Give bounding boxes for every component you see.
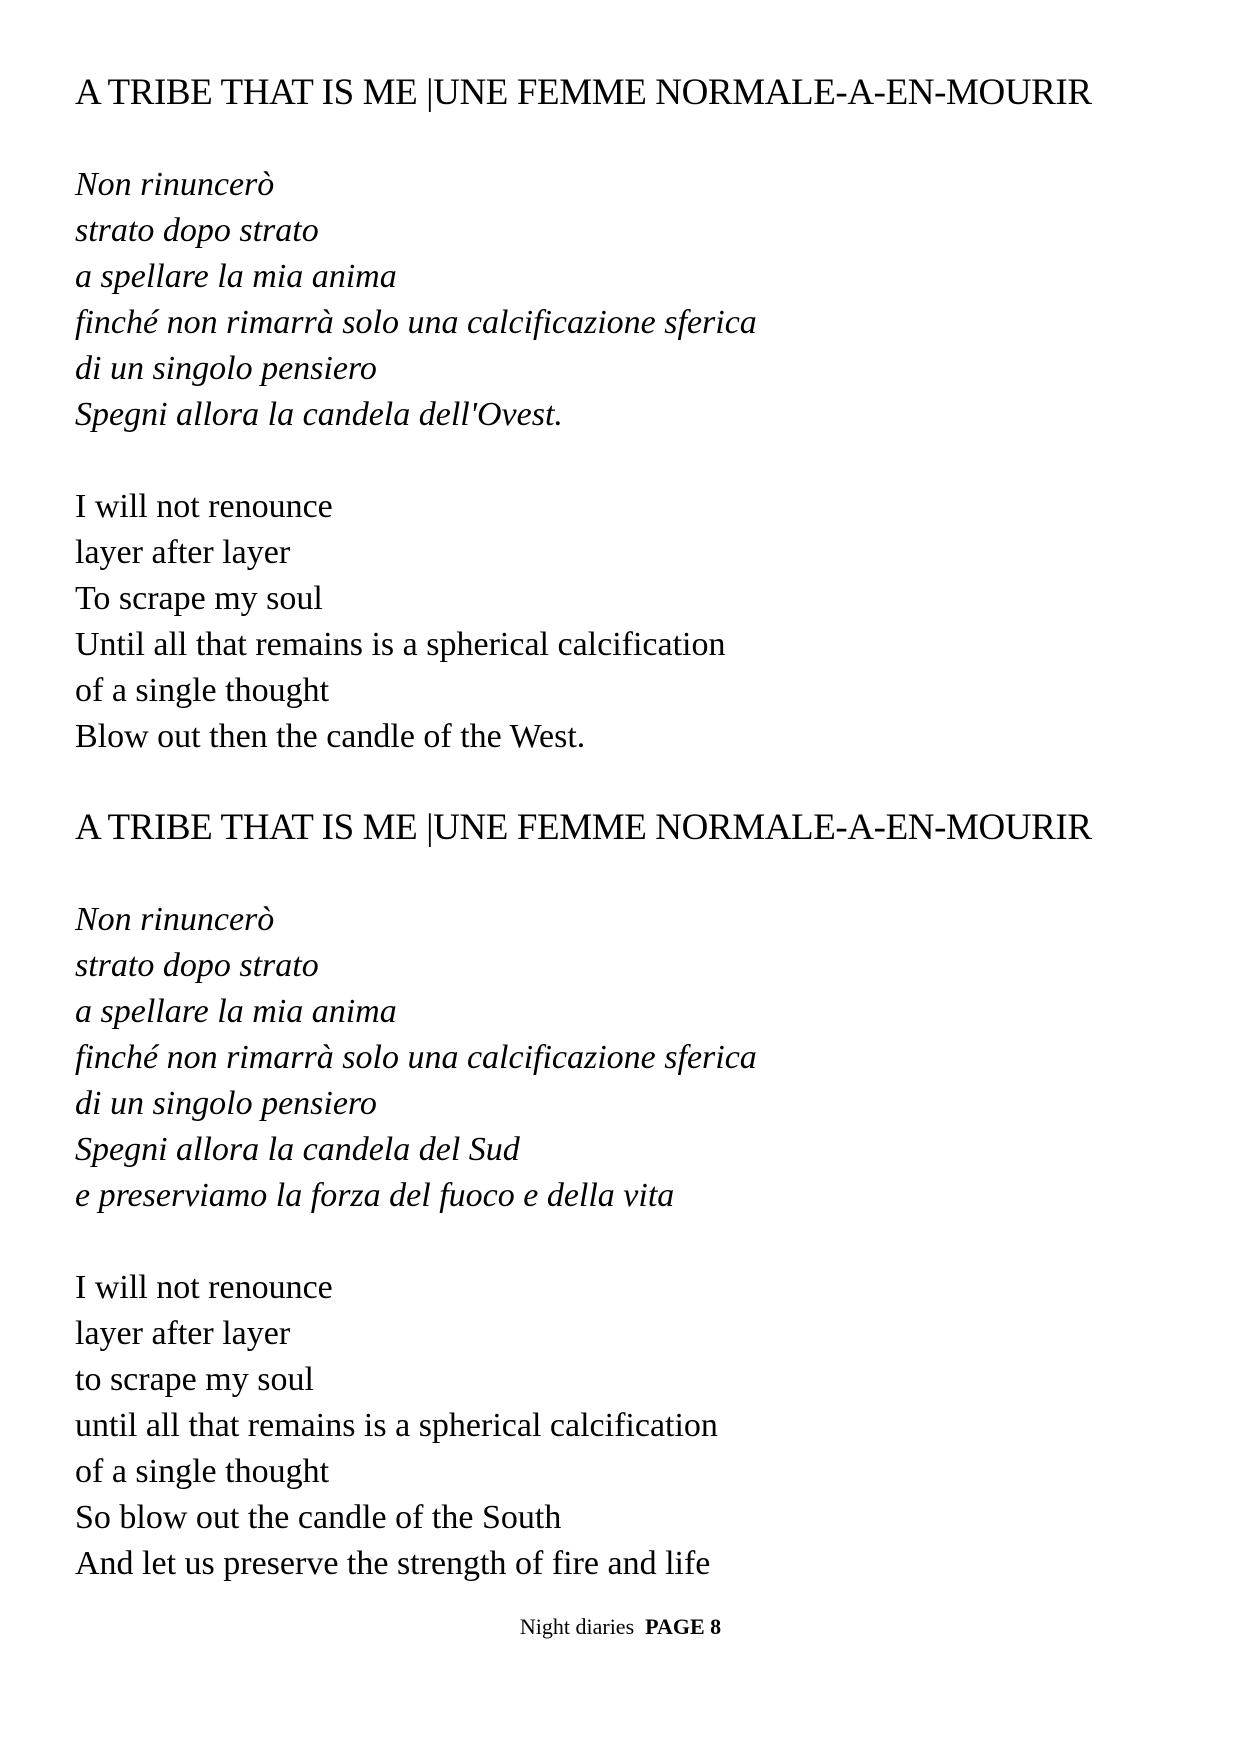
page-footer xyxy=(0,1612,1241,1642)
poem-line: until all that remains is a spherical calcification xyxy=(75,1407,718,1444)
poem-line: So blow out the candle of the South xyxy=(75,1499,562,1536)
poem-line: a spellare la mia anima xyxy=(75,993,397,1030)
poem-line: e preserviamo la forza del fuoco e della vita xyxy=(75,1177,675,1214)
poem-line: Non rinuncerò xyxy=(75,901,275,938)
poem-line: layer after layer xyxy=(75,534,291,571)
poem-line: I will not renounce xyxy=(75,488,333,525)
footer-title: Night diaries xyxy=(519,1614,635,1639)
poem-line: of a single thought xyxy=(75,672,330,709)
poem-line: a spellare la mia anima xyxy=(75,258,397,295)
poem-line: Spegni allora la candela dell'Ovest. xyxy=(75,396,563,433)
poem-section-1 xyxy=(75,70,1195,760)
poem-line: di un singolo pensiero xyxy=(75,1085,377,1122)
poem-line: Spegni allora la candela del Sud xyxy=(75,1131,520,1168)
poem-line: Blow out then the candle of the West. xyxy=(75,718,586,755)
poem-line: I will not renounce xyxy=(75,1269,333,1306)
poem-line: finché non rimarrà solo una calcificazione sferica xyxy=(75,304,757,341)
poem-line: layer after layer xyxy=(75,1315,291,1352)
italian-stanza xyxy=(75,897,1195,1219)
poem-line: di un singolo pensiero xyxy=(75,350,377,387)
poem-line: Until all that remains is a spherical calcification xyxy=(75,626,726,663)
page-number: PAGE 8 xyxy=(645,1614,722,1639)
poem-line: And let us preserve the strength of fire and life xyxy=(75,1545,711,1582)
poem-line: strato dopo strato xyxy=(75,947,319,984)
poem-line: To scrape my soul xyxy=(75,580,323,617)
section-heading: A TRIBE THAT IS ME |UNE FEMME NORMALE-A-EN-MOURIR xyxy=(75,807,1092,848)
section-heading: A TRIBE THAT IS ME |UNE FEMME NORMALE-A-EN-MOURIR xyxy=(75,72,1092,113)
poem-section-2 xyxy=(75,805,1195,1587)
poem-line: Non rinuncerò xyxy=(75,166,275,203)
poem-line: to scrape my soul xyxy=(75,1361,314,1398)
poem-line: of a single thought xyxy=(75,1453,330,1490)
english-stanza xyxy=(75,1265,1195,1587)
italian-stanza xyxy=(75,162,1195,438)
poem-line: finché non rimarrà solo una calcificazione sferica xyxy=(75,1039,757,1076)
poem-line: strato dopo strato xyxy=(75,212,319,249)
english-stanza xyxy=(75,484,1195,760)
